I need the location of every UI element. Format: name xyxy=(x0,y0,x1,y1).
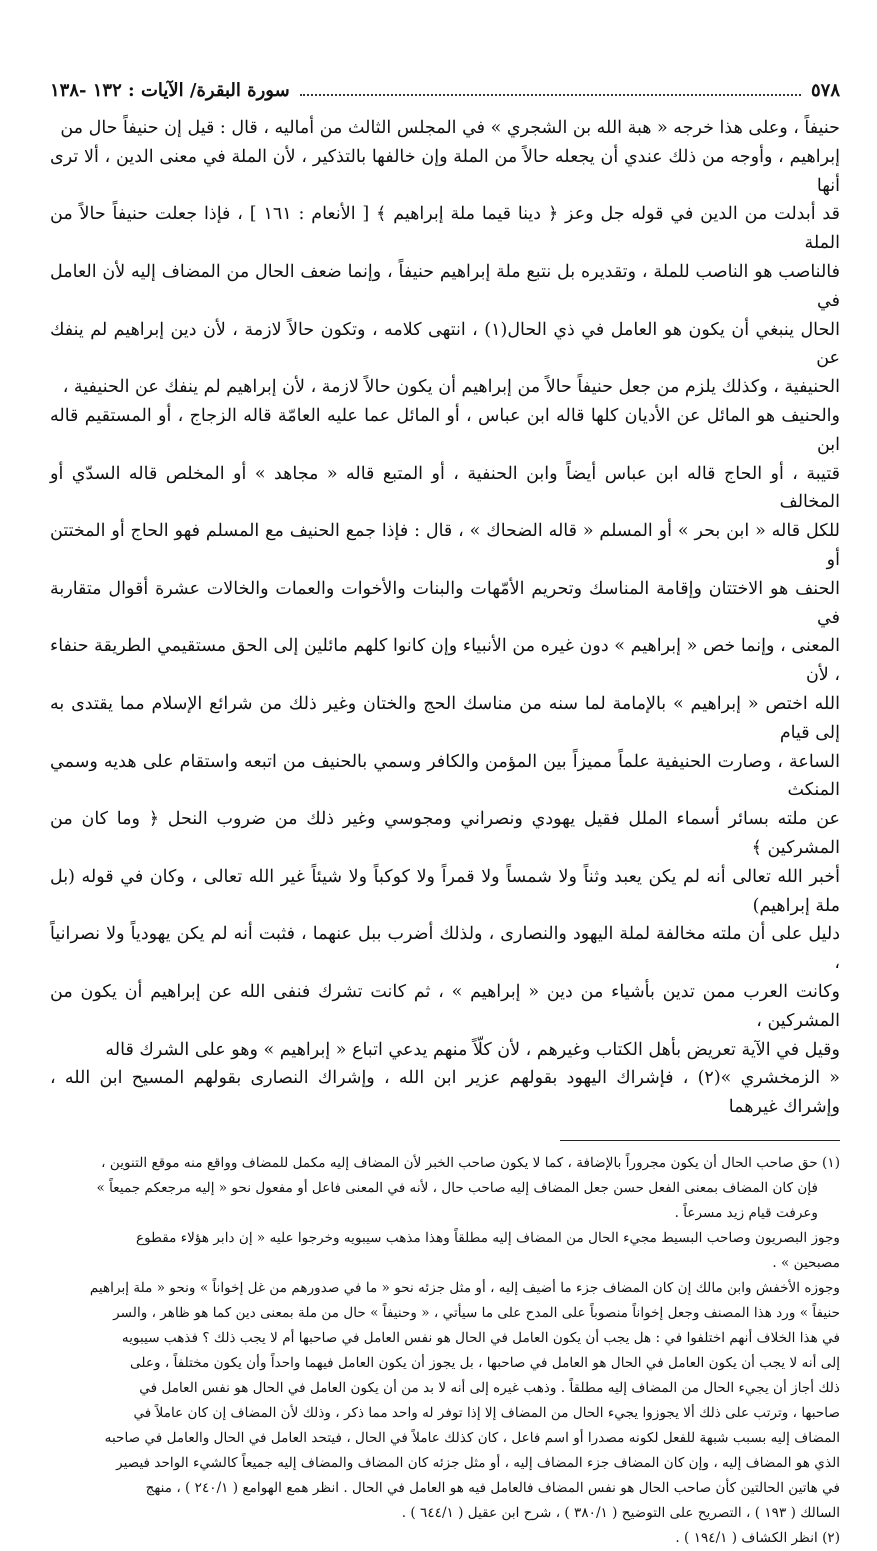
text-line: « الزمخشري »(٢) ، فإشراك اليهود بقولهم عزير ابن الله ، وإشراك النصارى بقولهم المسيح ابن الله ، وإشراك غيرهما xyxy=(50,1068,840,1118)
footnote-line: في هذا الخلاف أنهم اختلفوا في : هل يجب أن يكون العامل في الحال هو نفس العامل في صاحبها أم لا يجب ذلك ؟ فذهب سيبويه xyxy=(121,1329,840,1346)
footnote-line: (١) حق صاحب الحال أن يكون مجروراً بالإضافة ، كما لا يكون صاحب الخبر لأن المضاف إليه مكمل للمضاف وواقع منه موقع التنوين ، xyxy=(101,1154,840,1171)
text-line: الحنف هو الاختتان وإقامة المناسك وتحريم الأمّهات والبنات والأخوات والعمات والخالات عشرة أقوال متقاربة في xyxy=(50,578,840,628)
text-line: الساعة ، وصارت الحنيفية علماً مميزاً بين المؤمن والكافر وسمي بالحنيف من اتبعه واستقام على هديه وسمي المنكث xyxy=(50,751,840,801)
text-line: للكل قاله « ابن بحر » أو المسلم « قاله الضحاك » ، قال : فإذا جمع الحنيف مع المسلم فهو الحاج أو المختتن أو xyxy=(50,521,840,570)
footnote-line: في هاتين الحالتين كأن صاحب الحال هو نفس المضاف فالعامل فيه هو العامل في الحال . انظر همع الهوامع ( ٢٤٠/١ ) ، منهج xyxy=(145,1479,840,1496)
main-text xyxy=(50,114,840,1122)
footnote-line: الذي هو المضاف إليه ، وإن كان المضاف جزء المضاف إليه ، أو مثل جزئه كان المضاف والمضاف إليه جميعاً كالشيء الواحد فيصير xyxy=(116,1454,840,1471)
text-line: عن ملته بسائر أسماء الملل فقيل يهودي ونصراني ومجوسي وغير ذلك من ضروب النحل ﴿ وما كان من المشركين ﴾ xyxy=(50,809,840,858)
text-line: حنيفاً ، وعلى هذا خرجه « هبة الله بن الشجري » في المجلس الثالث من أماليه ، قال : قيل إن حنيفاً حال من xyxy=(60,118,840,138)
text-line: المعنى ، وإنما خص « إبراهيم » دون غيره من الأنبياء وإن كانوا كلهم مائلين إلى الحق مستقيمي الطريقة حنفاء ، لأن xyxy=(50,636,840,686)
text-line: دليل على أن ملته مخالفة لملة اليهود والنصارى ، ولذلك أضرب ببل عنهما ، فثبت أنه لم يكن يهودياً ولا نصرانياً ، xyxy=(50,924,840,974)
footnote-separator xyxy=(560,1140,840,1141)
running-header xyxy=(50,80,840,114)
text-line: وقيل في الآية تعريض بأهل الكتاب وغيرهم ، لأن كلّاً منهم يدعي اتباع « إبراهيم » وهو على الشرك قاله xyxy=(105,1039,840,1060)
text-line: الله اختص « إبراهيم » بالإمامة لما سنه من مناسك الحج والختان وغير ذلك من شرائع الإسلام مما يقتدى به إلى قيام xyxy=(50,693,840,743)
footnote-line: حنيفاً » ورد هذا المصنف وجعل إخواناً منصوباً على المدح على ما سيأتي ، « وحنيفاً » حال من ملة بمعنى دين كما هو ظاهر ، والسر xyxy=(113,1304,840,1321)
text-line: فالناصب هو الناصب للملة ، وتقديره بل نتبع ملة إبراهيم حنيفاً ، وإنما ضعف الحال من المضاف إليه لأن العامل في xyxy=(50,261,840,311)
footnote-line: السالك ( ١٩٣ ) ، التصريح على التوضيح ( ٣٨٠/١ ) ، شرح ابن عقيل ( ٦٤٤/١ ) . xyxy=(401,1504,840,1521)
footnote-line: ذلك أجاز أن يجيء الحال من المضاف إليه مطلقاً . وذهب غيره إلى أنه لا بد من أن يكون العامل في الحال هو نفس العامل في xyxy=(139,1379,840,1396)
footnote-line: المضاف إليه بسبب شبهة للفعل لكونه مصدرا أو اسم فاعل ، كان كذلك عاملاً في الحال ، فيتحد العامل في الحال والعامل في صاحبه xyxy=(104,1429,840,1446)
text-line: إبراهيم ، وأوجه من ذلك عندي أن يجعله حالاً من الملة وإن خالفها بالتذكير ، لأن الملة في معنى الدين ، ألا ترى أنها xyxy=(50,146,840,196)
book-page xyxy=(50,80,840,1551)
footnote-line: (٢) انظر الكشاف ( ١٩٤/١ ) . xyxy=(675,1529,840,1546)
header-title: سورة البقرة/ الآيات : ١٣٢ -١٣٨ xyxy=(50,80,290,101)
header-dot-leader xyxy=(300,84,801,96)
footnote-line: إلى أنه لا يجب أن يكون العامل في الحال هو العامل في صاحبها ، بل يجوز أن يكون العامل فيهما واحداً وأن يكون مختلفاً ، وعلى xyxy=(130,1354,840,1371)
text-line: الحال ينبغي أن يكون هو العامل في ذي الحال(١) ، انتهى كلامه ، وتكون حالاً لازمة ، لأن دين إبراهيم لم ينفك عن xyxy=(50,319,841,369)
text-line: قد أبدلت من الدين في قوله جل وعز ﴿ دينا قيما ملة إبراهيم ﴾ [ الأنعام : ١٦١ ] ، فإذا جعلت حنيفاً حالاً من الملة xyxy=(50,204,840,254)
footnote-line: مصبحين » . xyxy=(772,1254,840,1271)
text-line: الحنيفية ، وكذلك يلزم من جعل حنيفاً حالاً من إبراهيم أن يكون حالاً لازمة ، لأن إبراهيم لم ينفك عن الحنيفية ، xyxy=(62,377,840,398)
footnote-line: وجوز البصريون وصاحب البسيط مجيء الحال من المضاف إليه مطلقاً وهذا مذهب سيبويه وخرجوا عليه « إن دابر هؤلاء مقطوع xyxy=(136,1229,840,1246)
footnote-line: وجوزه الأخفش وابن مالك إن كان المضاف جزء ما أضيف إليه ، أو مثل جزئه نحو « ما في صدورهم من غل إخواناً » ونحو « ملة إبراهيم xyxy=(89,1279,840,1296)
footnote-line: وعرفت قيام زيد مسرعاً . xyxy=(674,1204,818,1221)
text-line: أخبر الله تعالى أنه لم يكن يعبد وثناً ولا شمساً ولا قمراً ولا كوكباً ولا شيئاً غير الله تعالى ، وكان في قوله (بل ملة إبراهيم) xyxy=(50,866,840,916)
page-number: ٥٧٨ xyxy=(810,80,840,101)
text-line: قتيبة ، أو الحاج قاله ابن عباس أيضاً وابن الحنفية ، أو المتبع قاله « مجاهد » أو المخلص قاله السدّي أو المخالف xyxy=(50,463,840,513)
footnote-line: فإن كان المضاف بمعنى الفعل حسن جعل المضاف إليه صاحب حال ، لأنه في المعنى فاعل أو مفعول نحو « إليه مرجعكم جميعاً » xyxy=(96,1179,818,1196)
text-line: وكانت العرب ممن تدين بأشياء من دين « إبراهيم » ، ثم كانت تشرك فنفى الله عن إبراهيم أن يكون من المشركين ، xyxy=(50,981,840,1031)
footnotes xyxy=(50,1151,840,1551)
text-line: والحنيف هو المائل عن الأديان كلها قاله ابن عباس ، أو المائل عما عليه العامّة قاله الزجاج ، أو المستقيم قاله ابن xyxy=(50,405,840,455)
footnote-line: صاحبها ، وترتب على ذلك ألا يجوزوا يجيء الحال من المضاف إلا إذا توفر له واحد مما ذكر ، وذلك لأن المضاف إن كان عاملاً في xyxy=(133,1404,840,1421)
